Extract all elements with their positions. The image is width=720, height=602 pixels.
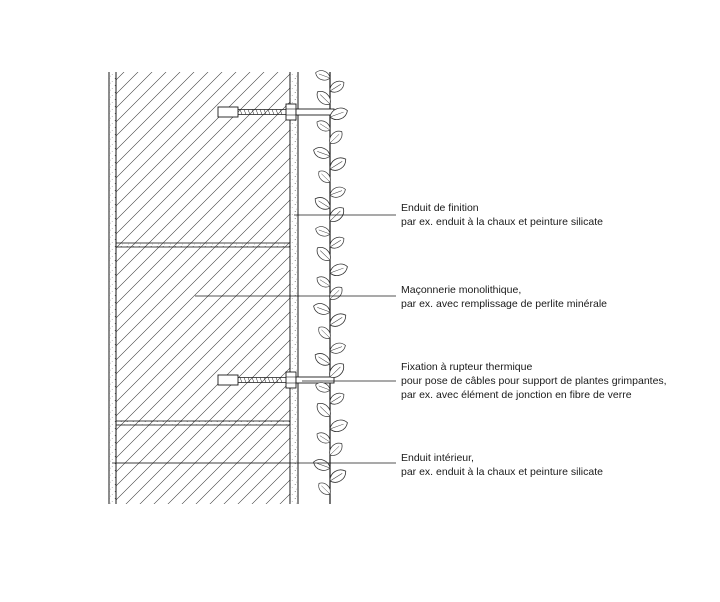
annotation-interior-plaster [401,452,603,478]
label-title: Fixation à rupteur thermique [401,361,533,373]
leaf-icon [328,185,347,200]
label-detail: par ex. avec remplissage de perlite minérale [401,298,608,310]
label-title: Enduit intérieur, [401,452,474,464]
label-title: Enduit de finition [401,202,479,214]
annotation-masonry [401,284,607,310]
label-detail: par ex. enduit à la chaux et peinture silicate [401,466,603,478]
leaf-icon [312,145,332,161]
leaf-icon [312,301,332,317]
mortar-joint [116,421,290,425]
finish-plaster-layer [290,72,298,504]
label-title: Maçonnerie monolithique, [401,284,522,296]
masonry-wall [116,72,290,504]
label-detail: par ex. enduit à la chaux et peinture silicate [401,216,603,228]
leaf-icon [328,262,349,279]
leaf-icon [328,418,349,435]
annotation-finish-plaster [401,202,603,228]
leaf-icon [314,225,331,239]
leaf-icon [314,69,331,83]
label-detail: pour pose de câbles pour support de plantes grimpantes, [401,375,667,387]
leaf-icon [312,457,332,473]
leaf-icon [328,341,347,356]
interior-plaster-layer [109,72,116,504]
mortar-joint [116,243,290,247]
label-detail: par ex. avec élément de jonction en fibre de verre [401,389,632,401]
leaf-icon [328,106,349,123]
annotation-thermal-fixing [401,361,667,401]
